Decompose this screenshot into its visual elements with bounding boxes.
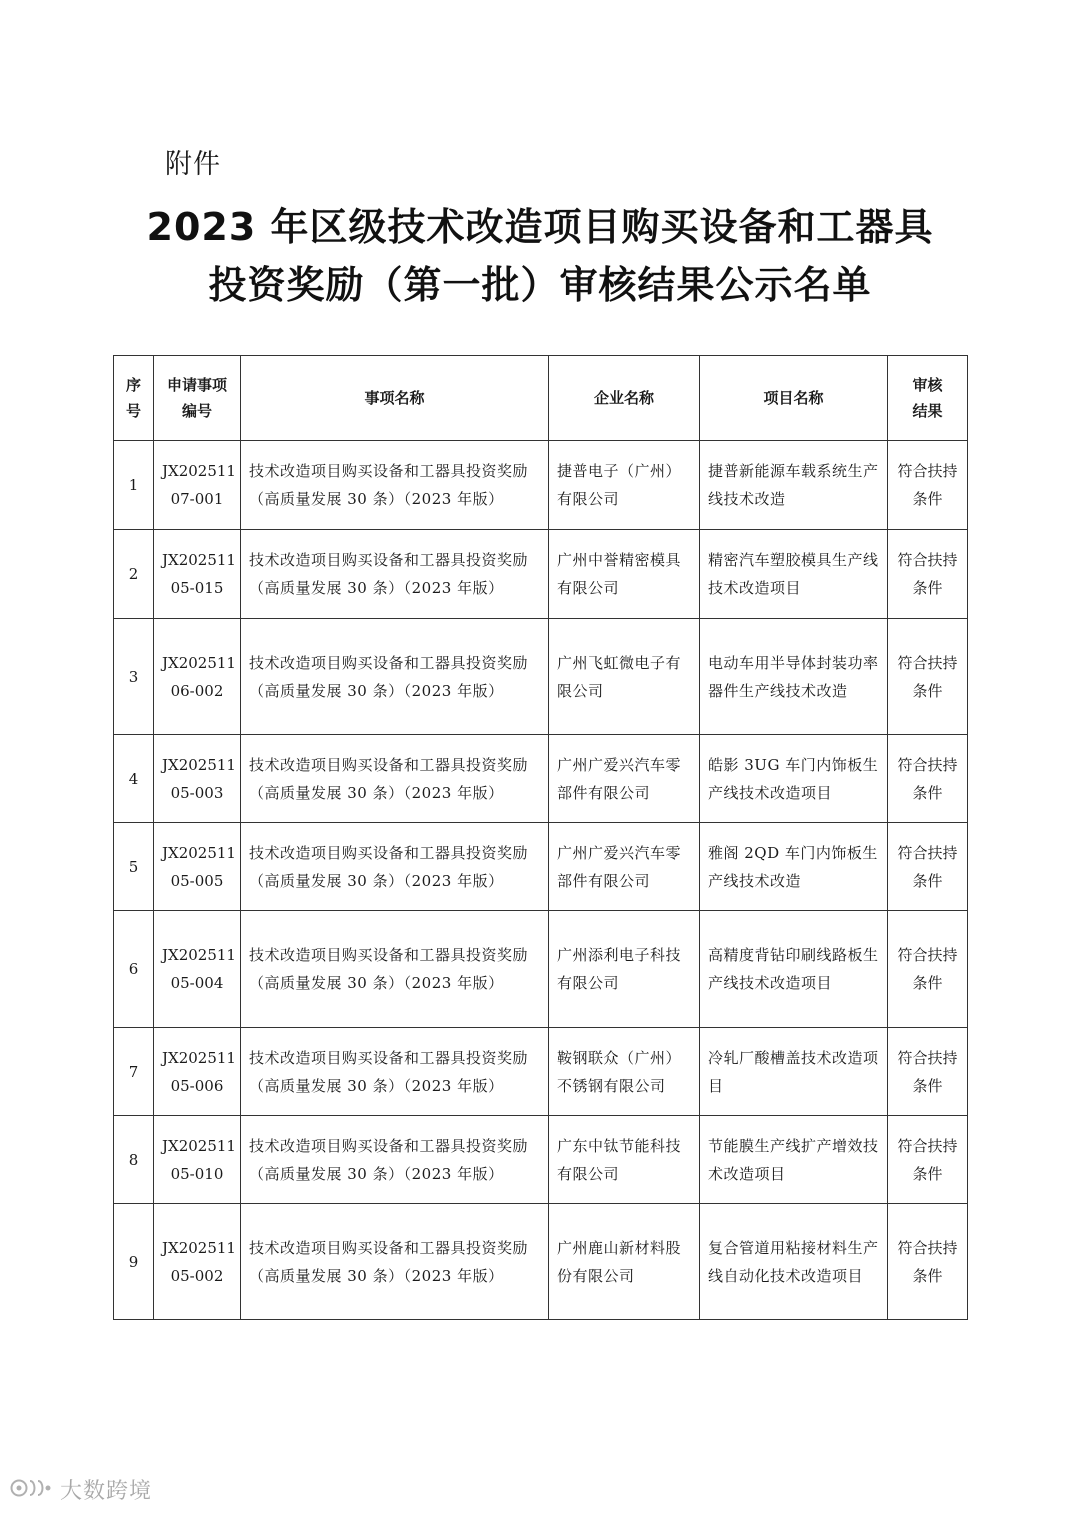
row-review-result: 符合扶持条件	[888, 735, 968, 823]
row-index: 4	[114, 735, 154, 823]
row-index: 2	[114, 530, 154, 619]
row-application-code	[154, 823, 241, 911]
row-project-name: 精密汽车塑胶模具生产线技术改造项目	[700, 530, 888, 619]
code-part-1: JX202511	[162, 1136, 236, 1155]
row-project-name: 电动车用半导体封装功率器件生产线技术改造	[700, 619, 888, 735]
code-part-1: JX202511	[162, 843, 236, 862]
row-item-name: 技术改造项目购买设备和工器具投资奖励（高质量发展 30 条）（2023 年版）	[241, 619, 549, 735]
row-review-result: 符合扶持条件	[888, 911, 968, 1028]
code-part-2: 05-002	[170, 1266, 224, 1285]
table-row	[114, 823, 968, 911]
wechat-channel-logo-icon	[10, 1476, 54, 1504]
row-application-code	[154, 441, 241, 530]
code-part-2: 07-001	[170, 490, 224, 508]
header-project-name: 项目名称	[700, 356, 888, 441]
code-part-1: JX202511	[162, 755, 236, 774]
row-review-result: 符合扶持条件	[888, 1116, 968, 1204]
row-company-name: 广州广爱兴汽车零部件有限公司	[549, 735, 700, 823]
row-index: 8	[114, 1116, 154, 1204]
header-code-line-2: 编号	[181, 402, 212, 420]
row-item-name: 技术改造项目购买设备和工器具投资奖励（高质量发展 30 条）（2023 年版）	[241, 823, 549, 911]
row-company-name: 广州鹿山新材料股份有限公司	[549, 1204, 700, 1320]
row-project-name: 高精度背钻印刷线路板生产线技术改造项目	[700, 911, 888, 1028]
row-project-name: 冷轧厂酸槽盖技术改造项目	[700, 1028, 888, 1116]
table-row	[114, 441, 968, 530]
code-part-2: 05-004	[170, 974, 224, 992]
row-company-name: 鞍钢联众（广州）不锈钢有限公司	[549, 1028, 700, 1116]
row-index: 6	[114, 911, 154, 1028]
header-result-line-1: 审核	[912, 376, 943, 394]
row-index: 3	[114, 619, 154, 735]
table-header-row	[114, 356, 968, 441]
row-index: 7	[114, 1028, 154, 1116]
code-part-2: 05-010	[170, 1164, 224, 1183]
row-review-result: 符合扶持条件	[888, 530, 968, 619]
row-index: 9	[114, 1204, 154, 1320]
row-application-code	[154, 530, 241, 619]
code-part-2: 05-006	[170, 1076, 224, 1095]
row-project-name: 复合管道用粘接材料生产线自动化技术改造项目	[700, 1204, 888, 1320]
row-item-name: 技术改造项目购买设备和工器具投资奖励（高质量发展 30 条）（2023 年版）	[241, 441, 549, 530]
row-review-result: 符合扶持条件	[888, 1028, 968, 1116]
row-review-result: 符合扶持条件	[888, 619, 968, 735]
watermark	[10, 1474, 152, 1505]
review-results-table	[113, 355, 968, 1320]
row-item-name: 技术改造项目购买设备和工器具投资奖励（高质量发展 30 条）（2023 年版）	[241, 735, 549, 823]
header-index-line-2: 号	[125, 402, 141, 420]
row-project-name: 节能膜生产线扩产增效技术改造项目	[700, 1116, 888, 1204]
row-company-name: 广州广爱兴汽车零部件有限公司	[549, 823, 700, 911]
code-part-2: 06-002	[170, 681, 224, 700]
table-row	[114, 619, 968, 735]
row-application-code	[154, 1116, 241, 1204]
row-index: 5	[114, 823, 154, 911]
table-row	[114, 1204, 968, 1320]
row-review-result: 符合扶持条件	[888, 1204, 968, 1320]
row-item-name: 技术改造项目购买设备和工器具投资奖励（高质量发展 30 条）（2023 年版）	[241, 530, 549, 619]
document-title-line-1: 2023 年区级技术改造项目购买设备和工器具	[146, 205, 934, 249]
row-review-result: 符合扶持条件	[888, 823, 968, 911]
code-part-1: JX202511	[162, 462, 236, 480]
row-company-name: 广州飞虹微电子有限公司	[549, 619, 700, 735]
header-review-result	[888, 356, 968, 441]
row-application-code	[154, 735, 241, 823]
table-row	[114, 735, 968, 823]
row-project-name: 皓影 3UG 车门内饰板生产线技术改造项目	[700, 735, 888, 823]
header-result-line-2: 结果	[912, 402, 943, 420]
table-row	[114, 530, 968, 619]
row-item-name: 技术改造项目购买设备和工器具投资奖励（高质量发展 30 条）（2023 年版）	[241, 1028, 549, 1116]
row-review-result: 符合扶持条件	[888, 441, 968, 530]
row-item-name: 技术改造项目购买设备和工器具投资奖励（高质量发展 30 条）（2023 年版）	[241, 1204, 549, 1320]
row-application-code	[154, 1204, 241, 1320]
row-company-name: 广东中钛节能科技有限公司	[549, 1116, 700, 1204]
row-company-name: 广州添利电子科技有限公司	[549, 911, 700, 1028]
code-part-1: JX202511	[162, 946, 236, 964]
row-index: 1	[114, 441, 154, 530]
code-part-2: 05-015	[170, 579, 224, 597]
code-part-1: JX202511	[162, 1048, 236, 1067]
code-part-1: JX202511	[162, 653, 236, 672]
row-item-name: 技术改造项目购买设备和工器具投资奖励（高质量发展 30 条）（2023 年版）	[241, 911, 549, 1028]
header-company-name: 企业名称	[549, 356, 700, 441]
row-application-code	[154, 619, 241, 735]
row-company-name: 广州中誉精密模具有限公司	[549, 530, 700, 619]
row-project-name: 捷普新能源车载系统生产线技术改造	[700, 441, 888, 530]
row-application-code	[154, 1028, 241, 1116]
header-application-code	[154, 356, 241, 441]
attachment-label: 附件	[165, 149, 221, 180]
code-part-2: 05-005	[170, 871, 224, 890]
code-part-1: JX202511	[162, 1238, 236, 1257]
document-title-line-2: 投资奖励（第一批）审核结果公示名单	[208, 263, 872, 307]
header-item-name: 事项名称	[241, 356, 549, 441]
table-row	[114, 1116, 968, 1204]
watermark-text: 大数跨境	[60, 1479, 153, 1504]
row-company-name: 捷普电子（广州）有限公司	[549, 441, 700, 530]
row-item-name: 技术改造项目购买设备和工器具投资奖励（高质量发展 30 条）（2023 年版）	[241, 1116, 549, 1204]
code-part-2: 05-003	[170, 783, 224, 802]
header-index	[114, 356, 154, 441]
table-row	[114, 911, 968, 1028]
row-application-code	[154, 911, 241, 1028]
code-part-1: JX202511	[162, 551, 236, 569]
header-code-line-1: 申请事项	[166, 376, 227, 394]
row-project-name: 雅阁 2QD 车门内饰板生产线技术改造	[700, 823, 888, 911]
table-row	[114, 1028, 968, 1116]
header-index-line-1: 序	[125, 376, 141, 394]
